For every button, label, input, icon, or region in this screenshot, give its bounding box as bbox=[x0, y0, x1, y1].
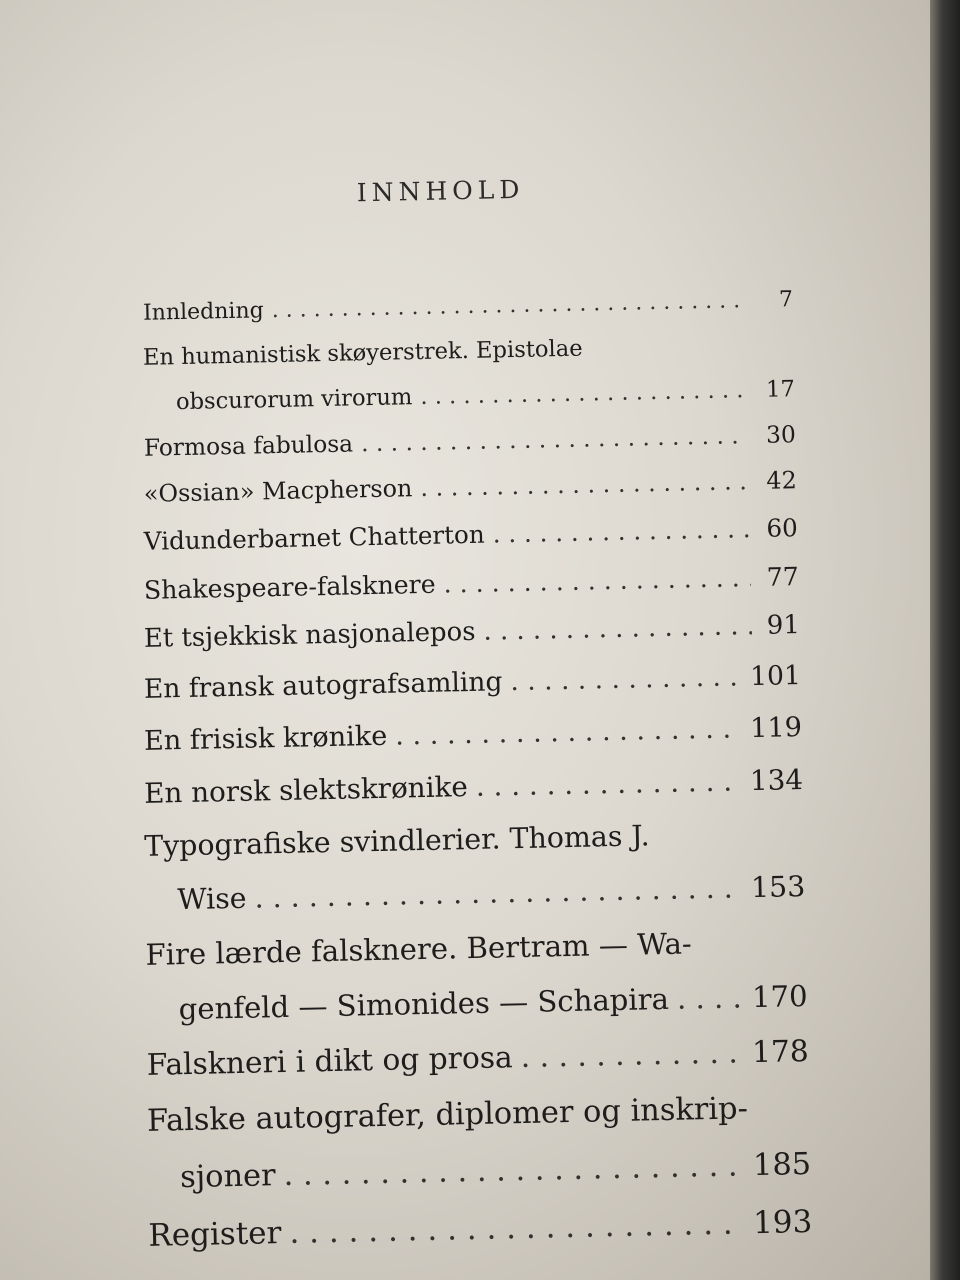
dot-leader bbox=[520, 1038, 744, 1072]
toc-entry bbox=[143, 333, 796, 437]
toc-page-number: 7 bbox=[778, 287, 794, 313]
toc-entry bbox=[147, 1093, 812, 1221]
toc-entry-title: Vidunderbarnet Chatterton bbox=[143, 519, 485, 556]
toc-entry-title: obscurorum virorum bbox=[175, 384, 413, 416]
dot-leader bbox=[443, 565, 751, 597]
page-title: INNHOLD bbox=[356, 174, 525, 208]
toc-page-number: 185 bbox=[752, 1146, 812, 1184]
toc-page-number: 134 bbox=[749, 763, 804, 798]
toc-entry-title: genfeld — Simonides — Schapira bbox=[178, 981, 670, 1027]
toc-page-number: 119 bbox=[749, 712, 803, 745]
toc-page-number: 101 bbox=[749, 660, 802, 693]
toc-entry bbox=[144, 819, 806, 941]
toc-entry-title: Falskneri i dikt og prosa bbox=[146, 1040, 514, 1083]
toc-entry-title: En norsk slektskrønike bbox=[143, 770, 469, 810]
dot-leader bbox=[476, 767, 743, 800]
table-of-contents bbox=[143, 289, 813, 1278]
dot-leader bbox=[483, 614, 752, 646]
toc-entry-title: Register bbox=[148, 1215, 282, 1254]
toc-page-number: 153 bbox=[750, 870, 806, 905]
toc-entry-title: Innledning bbox=[142, 298, 264, 326]
dot-leader bbox=[492, 517, 750, 547]
toc-page-number: 42 bbox=[766, 466, 798, 495]
dot-leader bbox=[271, 290, 745, 322]
toc-entry bbox=[145, 927, 808, 1051]
toc-page-number: 30 bbox=[765, 421, 797, 449]
book-spine-edge bbox=[930, 0, 960, 1280]
toc-entry-line: Typografiske svindlerier. Thomas J. bbox=[143, 819, 650, 863]
toc-page-number: 17 bbox=[765, 376, 796, 403]
toc-entry-line: En humanistisk skøyerstrek. Epistolae bbox=[142, 335, 583, 371]
toc-entry-title: Wise bbox=[177, 881, 247, 917]
toc-entry-line: Fire lærde falsknere. Bertram — Wa- bbox=[145, 926, 693, 972]
dot-leader bbox=[510, 664, 742, 695]
toc-entry-line: Falske autografer, diplomer og inskrip- bbox=[146, 1091, 749, 1139]
toc-entry-title: Et tsjekkisk nasjonalepos bbox=[143, 616, 476, 654]
toc-page-number: 77 bbox=[766, 562, 800, 592]
toc-page-number: 193 bbox=[752, 1203, 813, 1242]
toc-entry-title: Shakespeare-falsknere bbox=[143, 569, 436, 605]
toc-entry-title: En fransk autografsamling bbox=[143, 666, 503, 705]
toc-entry-title: En frisisk krønike bbox=[143, 720, 388, 757]
toc-entry-title: «Ossian» Macpherson bbox=[143, 474, 413, 508]
toc-entry-title: sjoner bbox=[179, 1158, 276, 1196]
toc-entry-row bbox=[148, 1203, 813, 1279]
toc-page-number: 170 bbox=[751, 979, 808, 1015]
toc-page-number: 91 bbox=[766, 610, 801, 641]
toc-page-number: 178 bbox=[751, 1034, 810, 1071]
toc-page-number: 60 bbox=[766, 513, 799, 543]
toc-entry-title: Formosa fabulosa bbox=[143, 430, 354, 462]
dot-leader bbox=[677, 983, 745, 1013]
toc-entry bbox=[148, 1203, 813, 1279]
